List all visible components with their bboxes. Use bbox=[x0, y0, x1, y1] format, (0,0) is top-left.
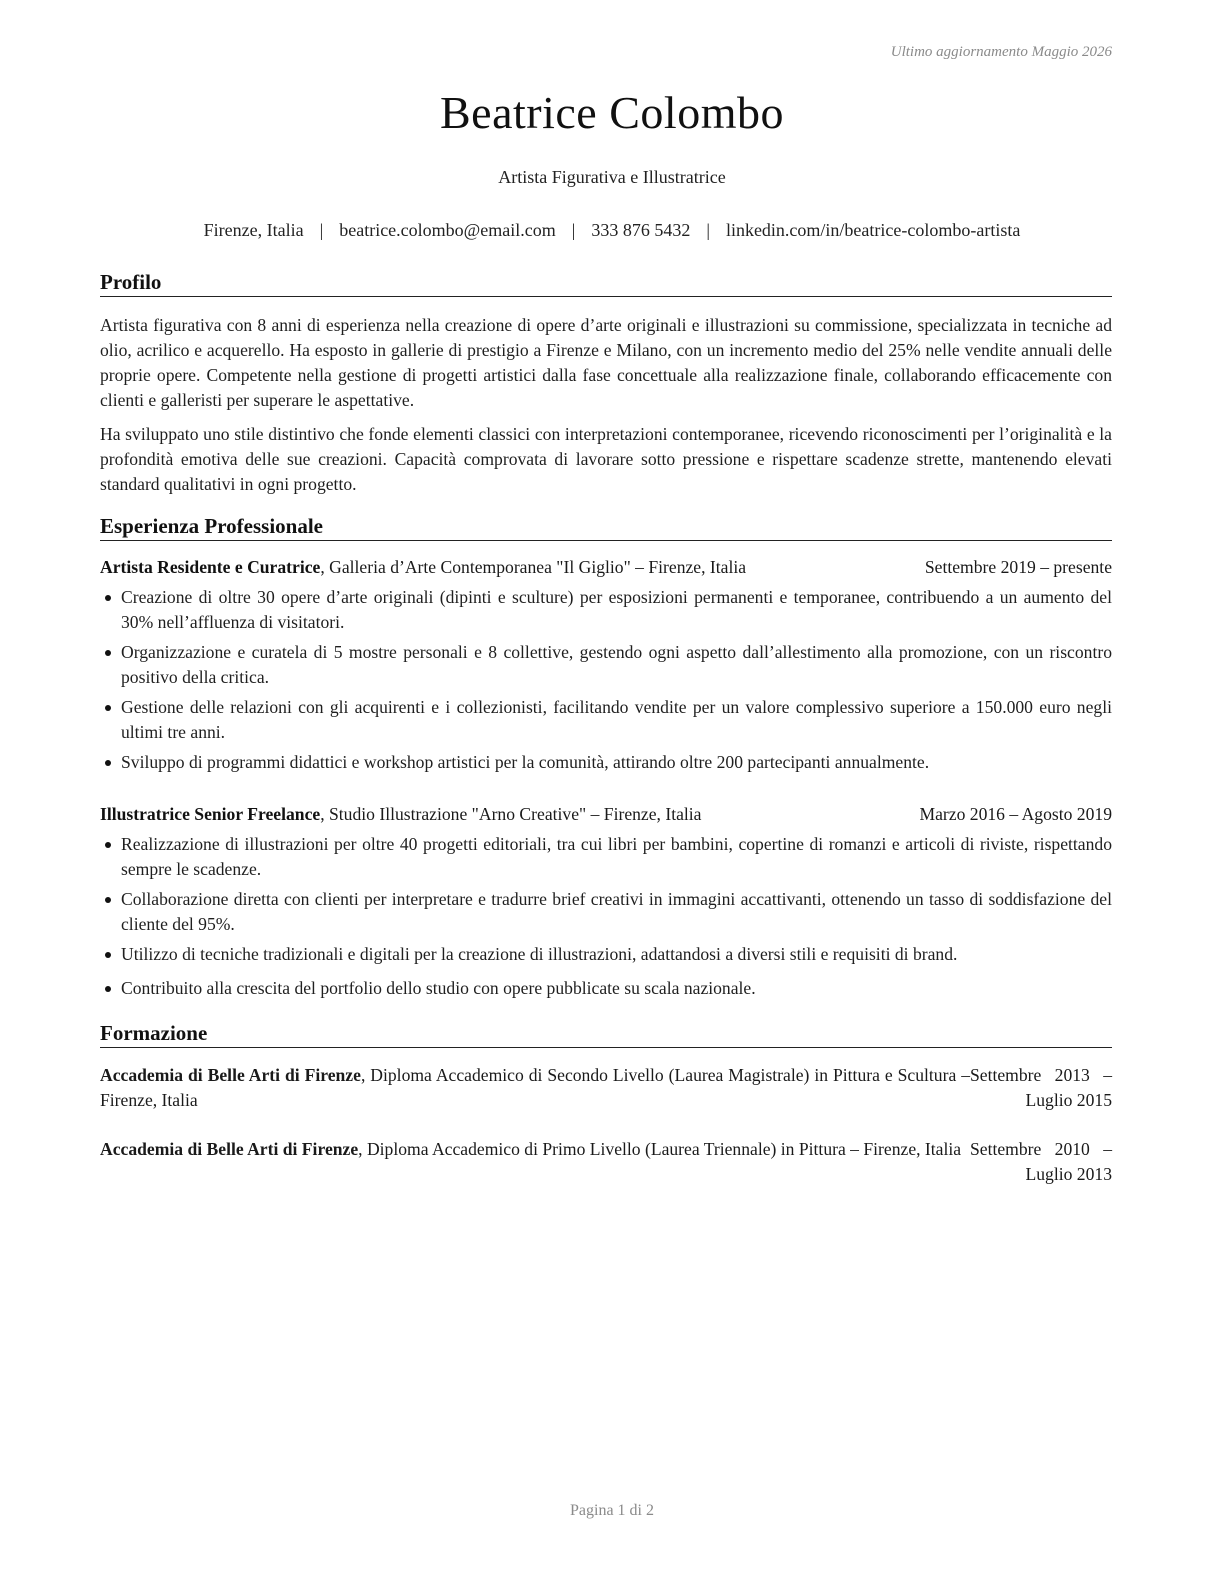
contact-separator: | bbox=[706, 220, 710, 240]
job-entry bbox=[100, 555, 1112, 775]
bullet-dot-icon bbox=[105, 986, 111, 992]
page-number: Pagina 1 di 2 bbox=[570, 1502, 654, 1519]
bullet-item bbox=[100, 942, 1112, 967]
bullet-text: Creazione di oltre 30 opere d’arte originali (dipinti e sculture) per esposizioni permanenti e temporanee, contribuendo a un aumento del 30% nell’affluenza di visitatori. bbox=[121, 587, 1112, 632]
candidate-title: Artista Figurativa e Illustratrice bbox=[498, 167, 726, 187]
bullet-item bbox=[100, 695, 1112, 745]
job-organization: , Studio Illustrazione "Arno Creative" – Firenze, Italia bbox=[320, 804, 702, 824]
bullet-dot-icon bbox=[105, 705, 111, 711]
bullet-item bbox=[100, 750, 1112, 775]
bullet-dot-icon bbox=[105, 595, 111, 601]
education-entry bbox=[100, 1063, 1112, 1113]
contact-separator: | bbox=[319, 220, 324, 240]
contact-email[interactable]: beatrice.colombo@email.com bbox=[339, 220, 556, 240]
bullet-text: Sviluppo di programmi didattici e workshop artistici per la comunità, attirando oltre 200 partecipanti annualmente. bbox=[121, 752, 930, 772]
job-header bbox=[100, 555, 1112, 580]
bullet-item bbox=[100, 640, 1112, 690]
bullet-text: Gestione delle relazioni con gli acquirenti e i collezionisti, facilitando vendite per un valore complessivo superiore a 150.000 euro negli ultimi tre anni. bbox=[121, 697, 1112, 742]
bullet-item bbox=[100, 585, 1112, 635]
job-header bbox=[100, 802, 1112, 827]
bullet-dot-icon bbox=[105, 760, 111, 766]
job-dates: Settembre 2019 – presente bbox=[924, 557, 1112, 577]
contact-phone: 333 876 5432 bbox=[591, 220, 691, 240]
bullet-item bbox=[100, 832, 1112, 882]
job-dates: Marzo 2016 – Agosto 2019 bbox=[919, 804, 1112, 824]
education-details bbox=[100, 1063, 970, 1113]
education-dates: Settembre 2010 – Luglio 2013 bbox=[970, 1139, 1112, 1184]
bullet-text: Utilizzo di tecniche tradizionali e digitali per la creazione di illustrazioni, adattandosi a diversi stili e requisiti di brand. bbox=[121, 944, 958, 964]
education-dates: Settembre 2013 – Luglio 2015 bbox=[970, 1065, 1112, 1110]
job-bullets bbox=[100, 585, 1112, 775]
bullet-item bbox=[100, 887, 1112, 937]
education-institution: Accademia di Belle Arti di Firenze bbox=[100, 1065, 361, 1085]
last-updated-note: Ultimo aggiornamento Maggio 2026 bbox=[890, 44, 1112, 60]
bullet-dot-icon bbox=[105, 842, 111, 848]
bullet-text: Organizzazione e curatela di 5 mostre personali e 8 collettive, gestendo ogni aspetto dall’allestimento alla promozione, con un riscontro positivo della critica. bbox=[121, 642, 1112, 687]
bullet-dot-icon bbox=[105, 897, 111, 903]
section-title-education: Formazione bbox=[100, 1021, 1112, 1048]
contact-linkedin[interactable]: linkedin.com/in/beatrice-colombo-artista bbox=[725, 220, 1021, 240]
education-degree: , Diploma Accademico di Primo Livello (Laurea Triennale) in Pittura – Firenze, Italia bbox=[358, 1139, 962, 1159]
job-organization: , Galleria d’Arte Contemporanea "Il Giglio" – Firenze, Italia bbox=[320, 557, 747, 577]
education-institution: Accademia di Belle Arti di Firenze bbox=[100, 1139, 359, 1159]
profile-section bbox=[100, 270, 1112, 497]
bullet-item bbox=[100, 976, 1112, 1001]
job-role: Illustratrice Senior Freelance bbox=[100, 804, 321, 824]
education-details bbox=[100, 1137, 970, 1187]
bullet-dot-icon bbox=[105, 952, 111, 958]
contact-line bbox=[0, 220, 1224, 241]
education-entry bbox=[100, 1137, 1112, 1187]
job-entry bbox=[100, 802, 1112, 1001]
candidate-name: Beatrice Colombo bbox=[440, 87, 784, 138]
bullet-text: Collaborazione diretta con clienti per interpretare e tradurre brief creativi in immagini accattivanti, ottenendo un tasso di soddisfazione del cliente del 95%. bbox=[121, 889, 1112, 934]
bullet-dot-icon bbox=[105, 650, 111, 656]
job-role: Artista Residente e Curatrice bbox=[100, 557, 321, 577]
contact-separator: | bbox=[571, 220, 576, 240]
section-title-experience: Esperienza Professionale bbox=[100, 514, 1112, 541]
education-degree: , Diploma Accademico di Secondo Livello (Laurea Magistrale) in Pittura e Scultura – Firenze, Italia bbox=[100, 1065, 971, 1110]
job-bullets bbox=[100, 832, 1112, 1001]
bullet-text: Realizzazione di illustrazioni per oltre 40 progetti editoriali, tra cui libri per bambini, copertine di romanzi e articoli di riviste, rispettando sempre le scadenze. bbox=[121, 834, 1112, 879]
contact-location: Firenze, Italia bbox=[203, 220, 304, 240]
profile-paragraph: Artista figurativa con 8 anni di esperienza nella creazione di opere d’arte originali e illustrazioni su commissione, specializzata in tecniche ad olio, acrilico e acquerello. Ha esposto in gallerie di prestigio a Firenze e Milano, con un incremento medio del 25% nelle vendite annuali delle proprie opere. Competente nella gestione di progetti artistici dalla fase concettuale alla realizzazione finale, collaborando efficacemente con clienti e galleristi per superare le aspettative. bbox=[100, 315, 1112, 410]
profile-paragraph: Ha sviluppato uno stile distintivo che fonde elementi classici con interpretazioni contemporanee, ricevendo riconoscimenti per l’originalità e la profondità emotiva delle sue creazioni. Capacità comprovata di lavorare sotto pressione e rispettare scadenze strette, mantenendo elevati standard qualitativi in ogni progetto. bbox=[100, 424, 1112, 494]
section-title-profile: Profilo bbox=[100, 270, 1112, 297]
experience-section bbox=[100, 514, 1112, 1001]
bullet-text: Contribuito alla crescita del portfolio dello studio con opere pubblicate su scala nazionale. bbox=[121, 978, 756, 998]
education-section bbox=[100, 1021, 1112, 1187]
